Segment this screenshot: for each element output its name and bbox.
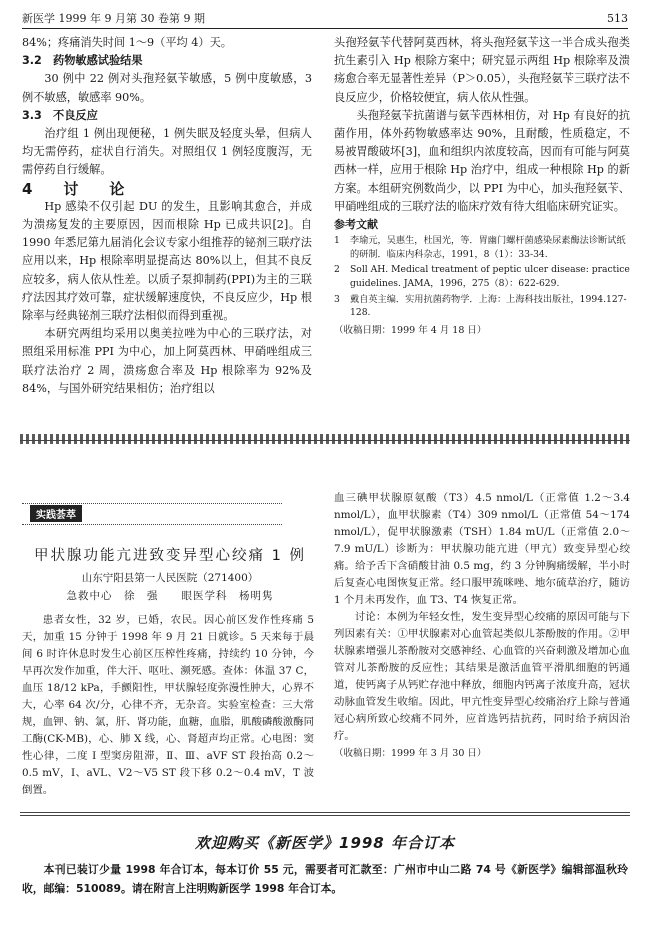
right-column-top — [334, 34, 630, 340]
section-3-2-heading: 3.2 药物敏感试验结果 — [22, 54, 143, 68]
reference-item — [334, 234, 630, 261]
case-institution: 山东宁阳县第一人民医院（271400） — [81, 572, 259, 584]
ad-body: 本刊已装订少量 1998 年合订本，每本订价 55 元，需要者可汇款至：广州市中山二路 74 号《新医学》编辑部温秋玲收，邮编：510089。请在附言上注明购新医学 1998 年合订本。 — [22, 863, 628, 895]
reference-number: 1 — [334, 235, 340, 247]
reference-text: 李瑜元，吴惠生，杜国光，等．胃幽门螺杆菌感染尿素酶法诊断试纸的研制．临床内科杂志，1991，8（1）：33-34. — [350, 235, 626, 260]
case-left-column — [22, 612, 314, 799]
discussion-para-2: 本研究两组均采用以奥美拉唑为中心的三联疗法，对照组采用标准 PPI 为中心，加上阿莫西林、甲硝唑组成三联疗法治疗 2 周，溃疡愈合率及 Hp 根除率为 92%及 84%，与国外研究结果相仿；治疗组以 — [22, 327, 312, 395]
reference-text: Soll AH. Medical treatment of peptic ulcer disease: practice guidelines. JAMA，1996，275（8）：622-629. — [350, 264, 630, 290]
ad-title: 欢迎购买《新医学》1998 年合订本 — [195, 834, 455, 852]
discussion-para-3: 头孢羟氨苄代替阿莫西林，将头孢羟氨苄这一半合成头孢类抗生素引入 Hp 根除方案中；研究显示两组 Hp 根除率及溃疡愈合率无显著性差异（P＞0.05），头孢羟氨苄三联疗法不良反应少，价格较便宜，病人依从性强。 — [334, 36, 630, 104]
references-list — [334, 234, 630, 320]
ad-rule-top — [20, 812, 630, 813]
case-title: 甲状腺功能亢进致变异型心绞痛 1 例 — [34, 548, 306, 564]
case-history: 患者女性，32 岁，已婚，农民。因心前区发作性疼痛 5 天，加重 15 分钟于 1998 年 9 月 21 日就诊。5 天来每于晨间 6 时许休息时发生心前区压榨性疼痛，持续约 10 分钟，今早再次发作加重，伴大汗、呕吐、濒死感。查体：体温 37 C，血压 18/12 kPa，手颤阳性，甲状腺轻度弥漫性肿大，心界不大，心率 64 次/分，心律不齐，无杂音。实验室检查：三大常规，血钾、钠、氯，肝、肾功能，血糖，血脂，肌酸磷酸激酶同工酶(CK-MB)，心、肺 X 线，心、肾超声均正常。心电图：窦性心律，二度 I 型窦房阻滞，Ⅱ、Ⅲ、aVF ST 段抬高 0.2～0.5 mV，Ⅰ、aVL、V2～V5 ST 段下移 0.2～0.4 mV，T 波倒置。 — [22, 614, 314, 796]
received-date: （收稿日期：1999 年 4 月 18 日） — [334, 324, 487, 336]
page-header — [22, 8, 628, 28]
page-number: 513 — [607, 11, 628, 25]
reference-number: 3 — [334, 293, 340, 305]
reference-number: 2 — [334, 264, 340, 276]
journal-header: 新医学 1999 年 9 月第 30 卷第 9 期 — [22, 12, 205, 25]
case-received-date: （收稿日期：1999 年 3 月 30 日） — [334, 748, 487, 759]
section-3-2-text: 30 例中 22 例对头孢羟氨苄敏感，5 例中度敏感，3 例不敏感，敏感率 90%。 — [22, 72, 312, 104]
reference-text: 戴自英主编．实用抗菌药物学．上海：上海科技出版社，1994.127-128. — [350, 293, 627, 319]
results-continued: 84%；疼痛消失时间 1～9（平均 4）天。 — [22, 36, 232, 49]
reference-item — [334, 263, 630, 290]
case-authors: 急救中心 徐 强 眼医学科 杨明隽 — [66, 590, 274, 602]
case-right-column — [334, 490, 630, 762]
references-heading: 参考文献 — [334, 218, 378, 232]
discussion-para-4: 头孢羟氨苄抗菌谱与氨苄西林相仿，对 Hp 有良好的抗菌作用，体外药物敏感率达 90%，且耐酸，性质稳定，不易被胃酸破坏[3]，血和组织内浓度较高，因而有可能与阿莫西林一样，应用于根除 Hp 治疗中，组成一种根除 Hp 的新方案。本组研究例数尚少，以 PPI 为中心，加头孢羟氨苄、甲硝唑组成的三联疗法的临床疗效有待大组临床研究证实。 — [334, 108, 630, 213]
discussion-heading: 4 讨 论 — [22, 179, 133, 198]
case-discussion: 讨论：本例为年轻女性，发生变异型心绞痛的原因可能与下列因素有关：①甲状腺素对心血管起类似儿茶酚胺的作用。②甲状腺素增强儿茶酚胺对交感神经、心血管的兴奋刺激及增加心血管对儿茶酚胺的反应性；其结果是激活血管平滑肌细胞的钙通道，使钙离子从钙贮存池中释放，细胞内钙离子浓度升高，冠状动脉血管发生收缩。因此，甲亢性变异型心绞痛治疗上除与普通冠心病所致心绞痛不同外，应首选钙拮抗药，同时给予病因治疗。 — [334, 611, 630, 742]
section-divider-rule — [20, 440, 630, 441]
discussion-para-1: Hp 感染不仅引起 DU 的发生，且影响其愈合，并成为溃疡复发的主要原因，因而根除 Hp 已成共识[2]。自 1990 年悉尼第九届消化会议专家小组推荐的铋剂三联疗法应用以来，Hp 根除率明显提高达 80%以上，但其不良反应较多，病人依从性差。以质子泵抑制药(PPI)为主的三联疗法因其疗效可靠，症状缓解速度快，不良反应少，Hp 根除率与经典铋剂三联疗法相似而得到重视。 — [22, 199, 312, 323]
ad-rule-top-2 — [20, 815, 630, 816]
header-rule — [22, 28, 628, 29]
section-divider — [20, 434, 630, 444]
reference-item — [334, 293, 630, 320]
section-3-3-heading: 3.3 不良反应 — [22, 108, 98, 122]
left-column-top — [22, 34, 312, 398]
section-3-3-text: 治疗组 1 例出现便秘，1 例失眠及轻度头晕，但病人均无需停药，症状自行消失。对照组仅 1 例轻度腹泻，无需停药自行缓解。 — [22, 127, 312, 177]
badge-label: 实践荟萃 — [30, 505, 82, 522]
column-badge — [22, 503, 102, 523]
case-lab-results: 血三碘甲状腺原氨酸（T3）4.5 nmol/L（正常值 1.2～3.4 nmol/L），血甲状腺素（T4）309 nmol/L（正常值 54～174 nmol/L），促甲状腺激素（TSH）1.84 mU/L（正常值 2.0～7.9 mU/L）诊断为：甲状腺功能亢进（甲亢）致变异型心绞痛。给予舌下含硝酸甘油 0.5 mg，约 3 分钟胸痛缓解，半小时后复查心电图恢复正常。经口服甲巯咪唑、地尔硫草治疗，随访 1 个月未再发作，血 T3、T4 恢复正常。 — [334, 492, 630, 606]
